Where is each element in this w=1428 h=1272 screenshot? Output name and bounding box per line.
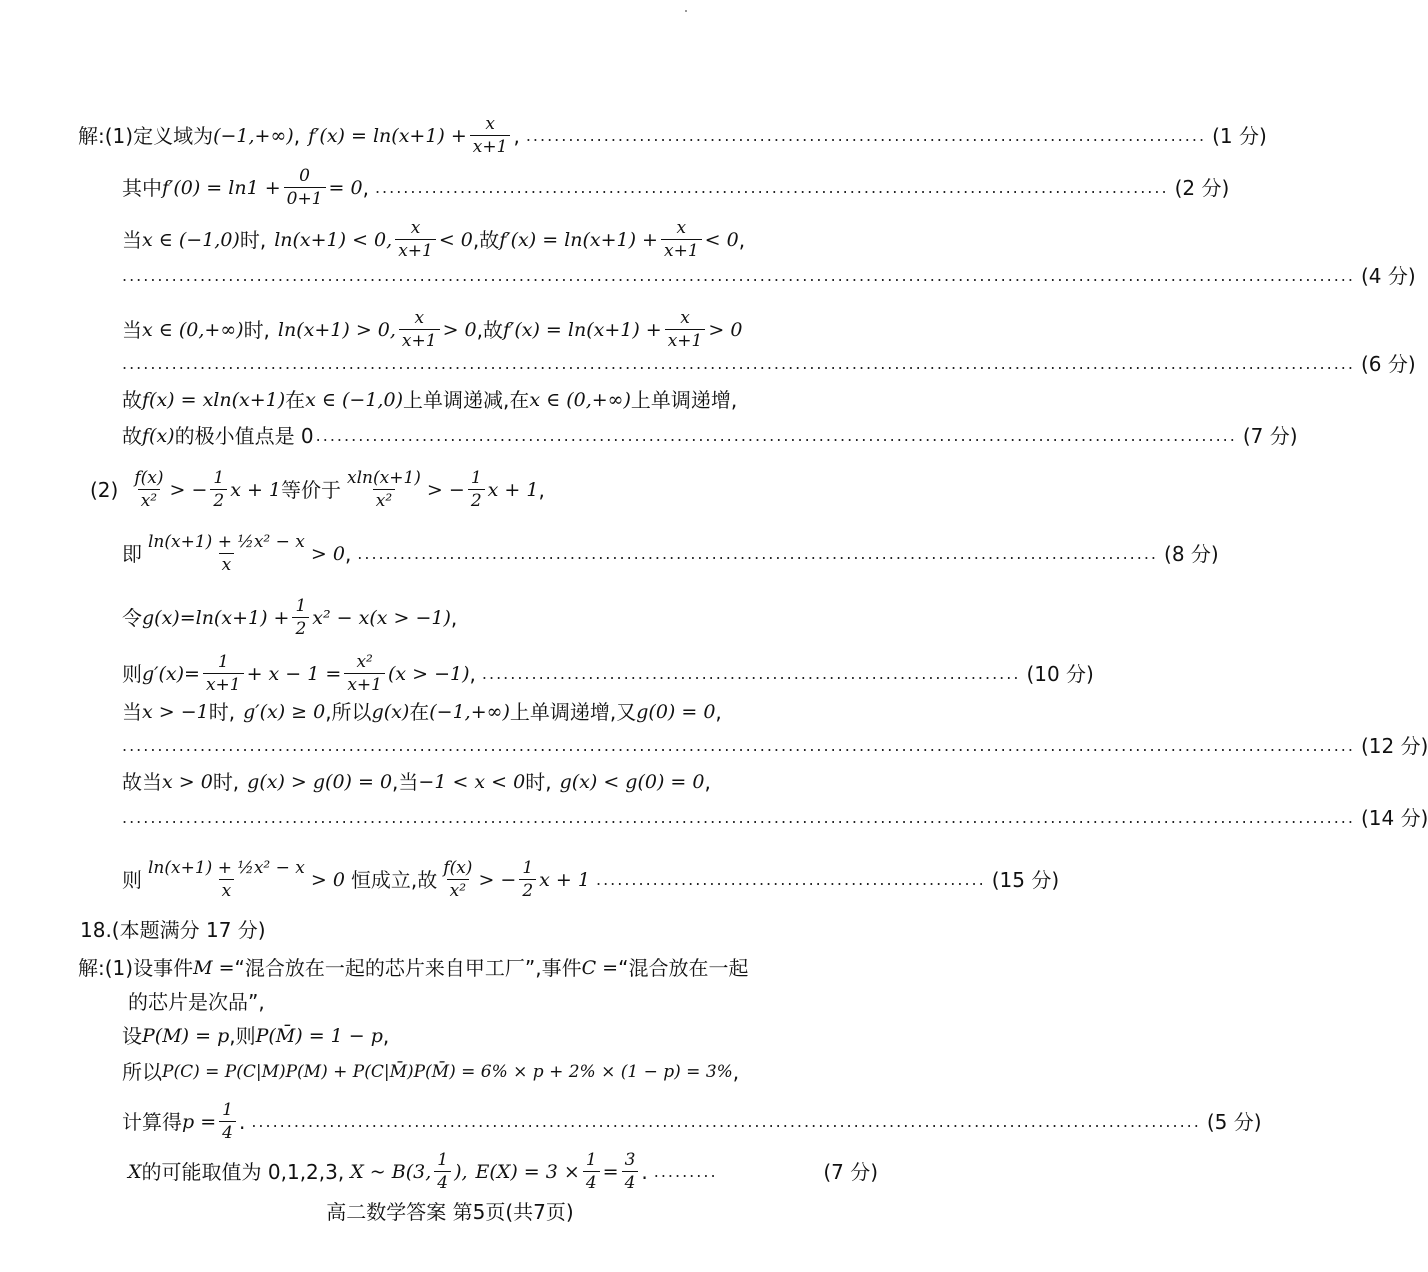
fraction: $\frac{xln(x+1)}{\text{x²}}$	[347, 468, 421, 511]
leader-dots: ..............................................................................................................................................................................	[122, 808, 1355, 827]
text: 其中	[122, 175, 162, 200]
math: x > −1	[142, 701, 209, 723]
text: 恒成立,故	[350, 867, 438, 892]
line-21	[122, 1024, 878, 1048]
text: 上单调递减,在	[402, 388, 530, 412]
tail: ,	[344, 541, 352, 566]
section-heading	[80, 918, 880, 942]
fraction: $\frac{x}{x+1}$	[665, 308, 706, 351]
math: g(0) = 0	[636, 701, 716, 723]
math: + x − 1 =	[246, 662, 342, 685]
leader-dots: ......................................................................................................................................	[251, 1111, 1201, 1131]
fraction: $\frac{f(x)}{\text{x²}}$	[134, 468, 164, 511]
math: P(C) = P(C|M)P(M) + P(C|M̄)P(M̄) = 6% × p + 2% × (1 − p) = 3%	[162, 1062, 733, 1082]
math: M =	[193, 957, 235, 979]
math: f(x)	[142, 425, 175, 447]
text: 的极小值点是 0	[174, 424, 314, 448]
text: 故	[122, 388, 142, 412]
fraction: $\frac{1}{2}$	[468, 468, 485, 511]
score: (14 分)	[1360, 806, 1428, 830]
label: (2)	[90, 477, 119, 502]
math: (−1,+∞)	[213, 124, 294, 147]
line-10	[122, 532, 1219, 575]
line-17	[122, 858, 1060, 901]
math: x² − x(x > −1)	[312, 606, 451, 629]
math: x + 1	[230, 478, 282, 501]
tail: ,	[469, 661, 476, 686]
math: > −	[169, 478, 208, 501]
line-5	[122, 308, 878, 351]
score: (15 分)	[991, 867, 1060, 892]
line-15	[122, 770, 878, 794]
math: X	[128, 1160, 142, 1183]
math: > 0	[310, 868, 345, 891]
text: 时,	[208, 700, 236, 724]
fraction: $\frac{0}{0+1}$	[284, 166, 326, 209]
fraction: $\frac{x}{x+1}$	[399, 308, 440, 351]
text: ,当	[392, 770, 419, 794]
text: 计算得	[122, 1109, 182, 1134]
tail: ,	[362, 175, 369, 200]
text: (1)设事件	[104, 956, 194, 980]
score: (7 分)	[1242, 424, 1298, 448]
math: > −	[478, 868, 517, 891]
fraction: $\frac{x}{x+1}$	[395, 218, 436, 261]
fraction: $\frac{1}{4}$	[583, 1150, 600, 1193]
line-9	[90, 468, 880, 511]
text: 当	[122, 317, 142, 342]
text: 时,	[239, 227, 267, 252]
text: 上单调递增,又	[509, 700, 637, 724]
math: X ~ B(3,	[350, 1160, 432, 1183]
line-4	[122, 264, 1416, 288]
line-20	[128, 990, 878, 1014]
math: > 0	[310, 542, 345, 565]
text: “混合放在一起	[618, 956, 749, 980]
line-8	[122, 424, 1298, 448]
line-24	[128, 1150, 878, 1193]
score: (10 分)	[1026, 661, 1094, 686]
math: P(M) = p	[142, 1025, 230, 1047]
line-19	[78, 956, 878, 980]
text: 当	[122, 700, 142, 724]
sep: ,	[293, 123, 301, 148]
text: ,则	[229, 1024, 256, 1048]
fraction: $\frac{\text{x²}}{x+1}$	[344, 652, 385, 695]
line-3	[122, 218, 878, 261]
math: x + 1	[487, 478, 539, 501]
scan-speck	[685, 10, 687, 12]
text: 设	[122, 1024, 142, 1048]
fraction: $\frac{f(x)}{\text{x²}}$	[443, 858, 473, 901]
line-11	[122, 596, 878, 639]
line-23	[122, 1100, 1262, 1143]
fraction: $\frac{x}{x+1}$	[661, 218, 702, 261]
score: (12 分)	[1360, 734, 1428, 758]
math: x + 1	[539, 868, 590, 891]
math: x ∈ (0,+∞)	[529, 389, 631, 411]
math: −1 < x < 0	[418, 771, 526, 793]
tail: ,	[513, 123, 520, 148]
math: > 0	[708, 318, 743, 341]
text: 时,	[525, 770, 552, 794]
text: 即	[122, 541, 142, 566]
tail: ,	[450, 605, 458, 630]
text: 则	[122, 867, 142, 892]
text: (1)定义域为	[104, 123, 214, 148]
math: x > 0	[162, 771, 213, 793]
text: 当	[122, 227, 142, 252]
tail: ,	[732, 1060, 740, 1084]
fraction: $\frac{x}{x+1}$	[470, 114, 511, 157]
text: 的芯片是次品”,	[128, 990, 265, 1014]
line-12	[122, 652, 1094, 695]
text: 则	[122, 661, 142, 686]
page-footer: 高二数学答案 第5页(共7页)	[326, 1200, 574, 1224]
math: x ∈ (−1,0)	[305, 389, 403, 411]
text: “混合放在一起的芯片来自甲工厂”,事件	[234, 956, 582, 980]
text: ,故	[476, 317, 503, 342]
math: = 0	[328, 176, 363, 199]
fraction: $\frac{1}{4}$	[219, 1100, 236, 1143]
text: 所以	[122, 1060, 162, 1084]
math: g(x)=ln(x+1) +	[142, 606, 290, 629]
text: 令	[122, 605, 142, 630]
line-2	[122, 166, 1230, 209]
score: (7 分)	[823, 1159, 878, 1184]
text: 在	[409, 700, 430, 724]
leader-dots: ............................................................................	[481, 663, 1021, 683]
fraction: $\frac{1}{2}$	[519, 858, 536, 901]
math: ln(x+1) > 0,	[277, 318, 396, 341]
math: g′(x) ≥ 0	[243, 701, 326, 723]
leader-dots: ..............................................................................................................................................................................	[122, 354, 1355, 373]
fraction: $\frac{1}{x+1}$	[203, 652, 244, 695]
math: f′(x) = ln(x+1) +	[503, 318, 662, 341]
math: f′(0) = ln1 +	[162, 176, 281, 199]
text: 上单调递增,	[630, 388, 738, 412]
math: g(x)	[371, 701, 410, 723]
fraction: $\frac{1}{4}$	[434, 1150, 451, 1193]
text: 故	[122, 424, 142, 448]
math: f′(x) = ln(x+1) +	[499, 228, 658, 251]
score: (6 分)	[1360, 352, 1416, 376]
leader-dots: ..................................................................................................................................	[315, 426, 1237, 445]
fraction: $\frac{1}{2}$	[210, 468, 227, 511]
line-22	[122, 1060, 878, 1084]
leader-dots: .................................................................................................................	[357, 543, 1159, 563]
text: ,所以	[325, 700, 372, 724]
math: > 0	[442, 318, 477, 341]
math: g(x) > g(0) = 0	[247, 771, 393, 793]
leader-dots: .......................................................	[595, 869, 986, 889]
tail: ,	[704, 770, 711, 794]
score: (5 分)	[1206, 1109, 1262, 1134]
fraction: $\frac{3}{4}$	[622, 1150, 639, 1193]
math: E(X) = 3 ×	[475, 1160, 580, 1183]
line-7	[122, 388, 878, 412]
line-13	[122, 700, 878, 724]
math: x ∈ (0,+∞)	[142, 318, 244, 341]
line-16	[122, 806, 1428, 830]
tail: ,	[538, 477, 545, 502]
question-heading: 18.(本题满分 17 分)	[80, 918, 266, 942]
line-6	[122, 352, 1416, 376]
tail: .	[238, 1109, 246, 1134]
math: C =	[581, 957, 619, 979]
math: (x > −1)	[387, 662, 470, 685]
tail: ,	[738, 227, 746, 252]
fraction: $\frac{\text{ln(x+1) + ½x² − x}}{x}$	[148, 858, 305, 901]
math: g(x) < g(0) = 0	[559, 771, 705, 793]
math: < 0	[438, 228, 473, 251]
text: ,故	[472, 227, 500, 252]
score: (8 分)	[1164, 541, 1219, 566]
leader-dots: ................................................................................................................	[374, 177, 1169, 197]
leader-dots: ..............................................................................................................................................................................	[122, 266, 1355, 285]
score: (4 分)	[1360, 264, 1416, 288]
math: g′(x)=	[142, 662, 200, 685]
text: 等价于	[281, 477, 342, 502]
math: P(M̄) = 1 − p	[255, 1025, 383, 1047]
math: p =	[182, 1110, 217, 1133]
leader-dots: ................................................................................................	[525, 125, 1207, 145]
label: 解:	[78, 123, 105, 148]
leader-dots: ..............................................................................................................................................................................	[122, 736, 1355, 755]
fraction: $\frac{1}{2}$	[292, 596, 309, 639]
math: =	[602, 1160, 619, 1183]
score: (1 分)	[1212, 123, 1267, 148]
tail: ,	[715, 700, 722, 724]
line-1	[78, 114, 1267, 157]
math: ),	[454, 1160, 468, 1183]
text: 时,	[212, 770, 240, 794]
text: 在	[285, 388, 306, 412]
tail: .	[641, 1159, 648, 1184]
text: 的可能取值为 0,1,2,3,	[141, 1159, 345, 1184]
fraction: $\frac{\text{ln(x+1) + ½x² − x}}{x}$	[148, 532, 305, 575]
math: x ∈ (−1,0)	[142, 228, 240, 251]
tail: ,	[382, 1024, 390, 1048]
math: f′(x) = ln(x+1) +	[308, 124, 467, 147]
math: (−1,+∞)	[429, 701, 510, 723]
score: (2 分)	[1174, 175, 1230, 200]
math: < 0	[704, 228, 739, 251]
text: 故当	[122, 770, 162, 794]
text: 时,	[243, 317, 270, 342]
math: f(x) = xln(x+1)	[142, 389, 286, 411]
math: ln(x+1) < 0,	[274, 228, 393, 251]
label: 解:	[78, 956, 105, 980]
line-14	[122, 734, 1428, 758]
math: > −	[426, 478, 465, 501]
leader-dots: .........	[653, 1161, 718, 1181]
